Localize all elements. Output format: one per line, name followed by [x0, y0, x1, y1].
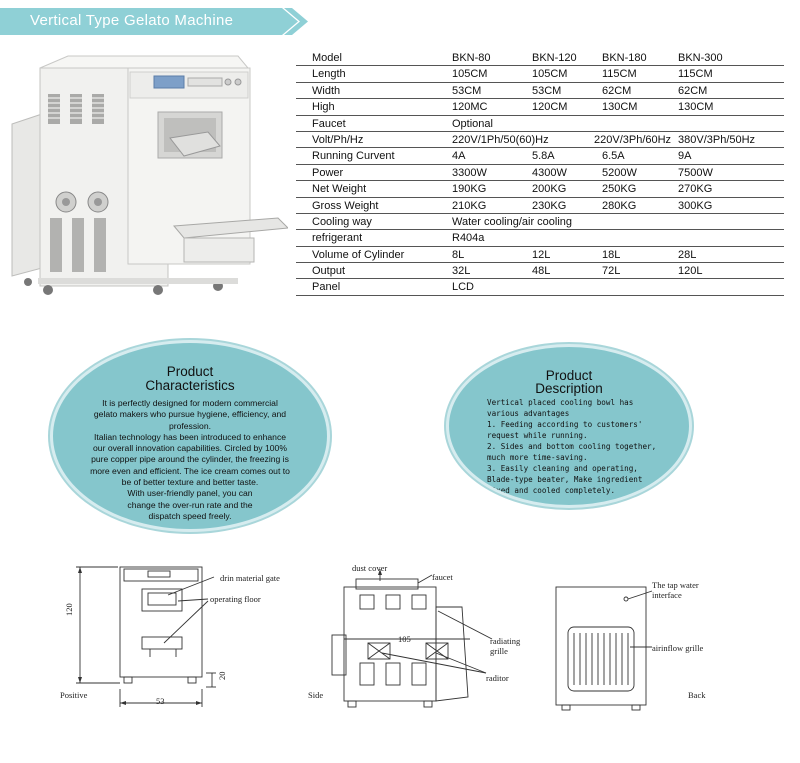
spec-table [296, 50, 784, 296]
characteristics-title-1: Product [166, 364, 214, 379]
front-height-dim: 120 [64, 603, 74, 616]
spec-label: Output [312, 265, 346, 278]
spec-value: 62CM [602, 84, 632, 97]
characteristics-line: change the over-run rate and the [127, 499, 253, 510]
spec-row [296, 116, 784, 132]
characteristics-body [53, 398, 327, 522]
front-view-body [120, 567, 202, 677]
spec-value: 12L [532, 248, 551, 261]
spec-value: 9A [678, 150, 692, 163]
spec-label: Power [312, 166, 344, 179]
spec-value: 220V/1Ph/50(60)Hz [452, 133, 549, 146]
spec-value: 6.5A [602, 150, 625, 163]
spec-value: 7500W [678, 166, 713, 179]
callout-radiating-grille-1: radiating [490, 636, 521, 646]
back-view-caption: Back [688, 690, 706, 700]
spec-value: 120CM [532, 101, 568, 114]
spec-row [296, 83, 784, 99]
spec-value: 28L [678, 248, 697, 261]
spec-label: High [312, 101, 335, 114]
spec-value: 130CM [678, 101, 714, 114]
description-panel [446, 344, 692, 508]
spec-value: LCD [452, 281, 475, 294]
spec-value: 18L [602, 248, 621, 261]
callout-radiator: raditor [486, 673, 509, 683]
spec-value: 120MC [452, 101, 488, 114]
spec-value: R404a [452, 232, 485, 245]
spec-value: 270KG [678, 183, 713, 196]
spec-value: 210KG [452, 199, 487, 212]
description-line: Blade-type beater, Make ingredient [487, 475, 643, 484]
characteristics-line: gelato makers who pursue hygiene, efficiency, and [93, 409, 287, 420]
back-view-body [556, 587, 646, 705]
spec-value: 4A [452, 150, 466, 163]
spec-value: 53CM [452, 84, 482, 97]
spec-row [296, 247, 784, 263]
characteristics-line: dispatch speed freely. [148, 510, 232, 521]
characteristics-panel [50, 340, 330, 532]
spec-row [296, 230, 784, 246]
callout-airflow-grille: airinflow grille [652, 643, 704, 653]
header-banner [0, 8, 310, 35]
spec-value: 5.8A [532, 150, 555, 163]
spec-value: Optional [452, 117, 493, 130]
characteristics-line: It is perfectly designed for modern commercial [102, 398, 278, 408]
spec-label: Running Curvent [312, 150, 395, 163]
description-title-2: Description [535, 381, 603, 396]
spec-value: 72L [602, 265, 621, 278]
callout-faucet: faucet [432, 572, 453, 582]
spec-value: 62CM [678, 84, 708, 97]
spec-label: Width [312, 84, 341, 97]
spec-value: 220V/3Ph/60Hz [594, 133, 672, 146]
spec-label: Length [312, 68, 346, 81]
spec-label: Gross Weight [312, 199, 379, 212]
description-line: Vertical placed cooling bowl has [487, 398, 634, 407]
spec-label: Faucet [312, 117, 346, 130]
spec-label: Cooling way [312, 215, 372, 228]
side-view-caption: Side [308, 690, 324, 700]
side-length-dim: 105 [398, 634, 411, 644]
description-line: 2. Sides and bottom cooling together, [487, 442, 657, 451]
spec-value: 4300W [532, 166, 567, 179]
spec-value: Water cooling/air cooling [452, 215, 573, 228]
spec-row [296, 66, 784, 82]
spec-value: 48L [532, 265, 551, 278]
spec-row [296, 181, 784, 197]
front-view-caption: Positive [60, 690, 88, 700]
spec-row [296, 214, 784, 230]
spec-value: 105CM [532, 68, 568, 81]
characteristics-line: With user-friendly panel, you can [127, 488, 253, 499]
spec-label: Net Weight [312, 183, 367, 196]
spec-value: 120L [678, 265, 703, 278]
spec-row [296, 279, 784, 295]
characteristics-line: Italian technology has been introduced to enhance [93, 431, 287, 442]
characteristics-line: more even and efficient. The ice cream comes out to [90, 465, 290, 476]
page-title: Vertical Type Gelato Machine [30, 12, 234, 29]
front-width-dim: 53 [156, 696, 165, 706]
callout-operating-floor: operating floor [210, 594, 261, 604]
characteristics-line: profession. [168, 420, 212, 431]
spec-value: 230KG [532, 199, 567, 212]
spec-label: refrigerant [312, 232, 363, 245]
machine-photo [8, 50, 288, 310]
callout-tap-water-1: The tap water [652, 580, 699, 590]
spec-value: 53CM [532, 84, 562, 97]
description-line: much more time-saving. [487, 453, 588, 462]
spec-value: 200KG [532, 183, 567, 196]
spec-value: 105CM [452, 68, 488, 81]
spec-value: 115CM [678, 68, 713, 81]
spec-label: Volume of Cylinder [312, 248, 405, 261]
spec-value: 130CM [602, 101, 638, 114]
spec-value: 300KG [678, 199, 713, 212]
characteristics-line: our overall innovation capabilities. Circled by 100% [93, 443, 287, 454]
spec-row [296, 99, 784, 115]
spec-value: BKN-120 [532, 52, 577, 64]
description-line: 3. Easily cleaning and operating, [487, 464, 638, 473]
spec-value: BKN-80 [452, 52, 491, 64]
spec-value: 380V/3Ph/50Hz [678, 133, 756, 146]
spec-row [296, 165, 784, 181]
spec-label: Panel [312, 281, 341, 294]
callout-tap-water-2: interface [652, 590, 682, 600]
characteristics-line: pure copper pipe around the cylinder, the freezing is [91, 454, 289, 465]
spec-value: 250KG [602, 183, 637, 196]
spec-value: 115CM [602, 68, 637, 81]
description-body [487, 397, 667, 496]
spec-row [296, 263, 784, 279]
description-line: request while running. [487, 431, 588, 440]
spec-value: 32L [452, 265, 471, 278]
callout-radiating-grille-2: grille [490, 646, 508, 656]
description-line: various advantages [487, 409, 570, 418]
description-line: 1. Feeding according to customers' [487, 420, 643, 429]
front-foot-dim: 20 [217, 671, 227, 680]
characteristics-title-2: Characteristics [145, 378, 235, 393]
spec-row [296, 148, 784, 164]
spec-label: Volt/Ph/Hz [312, 133, 364, 146]
spec-row [296, 50, 784, 66]
spec-value: 280KG [602, 199, 637, 212]
spec-value: 5200W [602, 166, 637, 179]
spec-value: 190KG [452, 183, 487, 196]
spec-row [296, 132, 784, 148]
callout-drain-gate: drin material gate [220, 573, 280, 583]
description-title-1: Product [545, 368, 593, 383]
spec-value: BKN-180 [602, 52, 647, 64]
spec-label: Model [312, 52, 342, 64]
characteristics-line: be of better texture and better taste. [121, 477, 259, 488]
description-line: mixed and cooled completely. [487, 486, 616, 495]
spec-value: 8L [452, 248, 465, 261]
spec-row [296, 198, 784, 214]
spec-value: BKN-300 [678, 52, 723, 64]
callout-dust-cover: dust cover [352, 563, 388, 573]
spec-value: 3300W [452, 166, 487, 179]
